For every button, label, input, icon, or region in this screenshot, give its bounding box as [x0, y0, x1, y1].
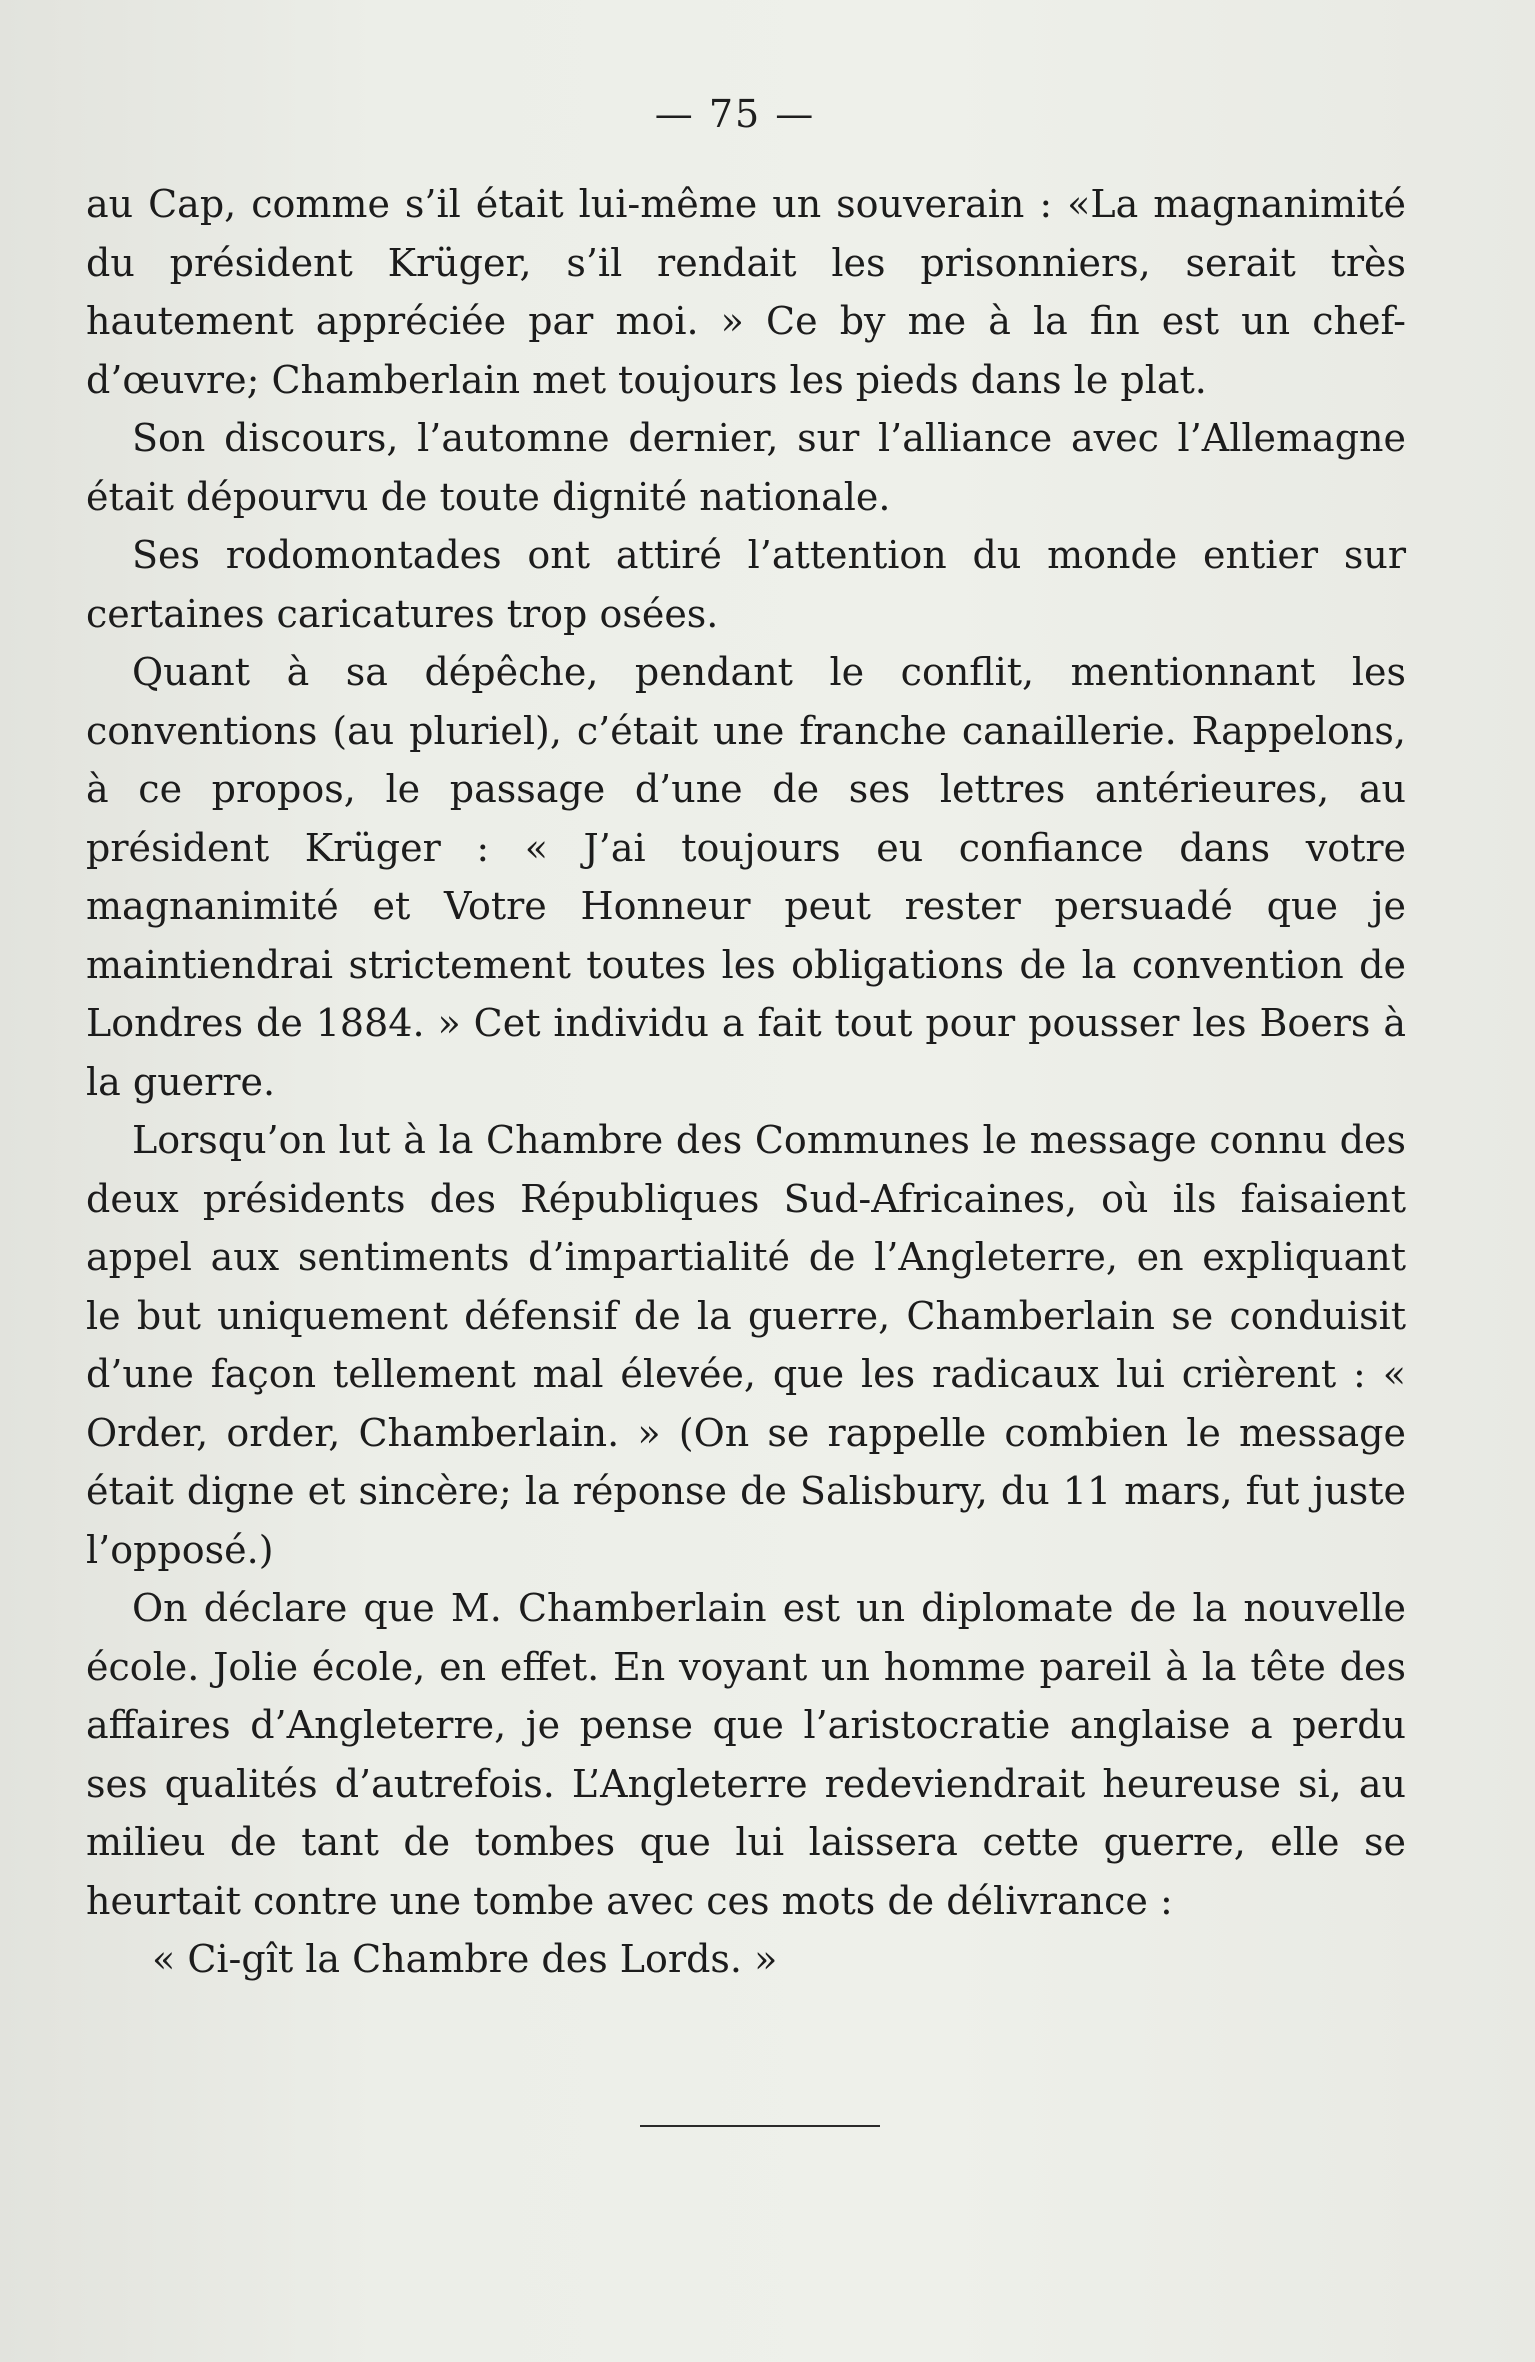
paragraph-6: On déclare que M. Chamberlain est un diplomate de la nouvelle école. Jolie école, en effet. En voyant un homme pareil à la tête des affaires d’Angleterre, je pense que l’aristocratie anglaise a perdu ses qualités d’autrefois. L’Angleterre redeviendrait heureuse si, au milieu de tant de tombes que lui laissera cette guerre, elle se heurtait contre une tombe avec ces mots de délivrance :: [86, 1586, 1406, 1923]
paragraph-4: Quant à sa dépêche, pendant le conflit, mentionnant les conventions (au pluriel), c’était une franche canaillerie. Rappelons, à ce propos, le passage d’une de ses lettres antérieures, au président Krüger : « J’ai toujours eu confiance dans votre magnanimité et Votre Honneur peut rester persuadé que je maintiendrai strictement toutes les obligations de la convention de Londres de 1884. » Cet individu a fait tout pour pousser les Boers à la guerre.: [86, 650, 1406, 1104]
paragraph-2: Son discours, l’automne dernier, sur l’alliance avec l’Allemagne était dépourvu de toute dignité nationale.: [86, 416, 1406, 519]
closing-quote: « Ci-gît la Chambre des Lords. »: [152, 1937, 778, 1981]
body-text: [86, 175, 1406, 1989]
page-number: — 75 —: [654, 92, 816, 136]
paragraph-3: Ses rodomontades ont attiré l’attention du monde entier sur certaines caricatures trop osées.: [86, 533, 1406, 636]
paragraph-5: Lorsqu’on lut à la Chambre des Communes le message connu des deux présidents des Républiques Sud-Africaines, où ils faisaient appel aux sentiments d’impartialité de l’Angleterre, en expliquant le but uniquement défensif de la guerre, Chamberlain se conduisit d’une façon tellement mal élevée, que les radicaux lui crièrent : « Order, order, Chamberlain. » (On se rappelle combien le message était digne et sincère; la réponse de Salisbury, du 11 mars, fut juste l’opposé.): [86, 1118, 1406, 1572]
end-rule-divider: [640, 2125, 880, 2127]
paragraph-1: au Cap, comme s’il était lui-même un souverain : «La magnanimité du président Krüger, s’il rendait les prisonniers, serait très hautement appréciée par moi. » Ce by me à la fin est un chef-d’œuvre; Chamberlain met toujours les pieds dans le plat.: [86, 182, 1406, 402]
